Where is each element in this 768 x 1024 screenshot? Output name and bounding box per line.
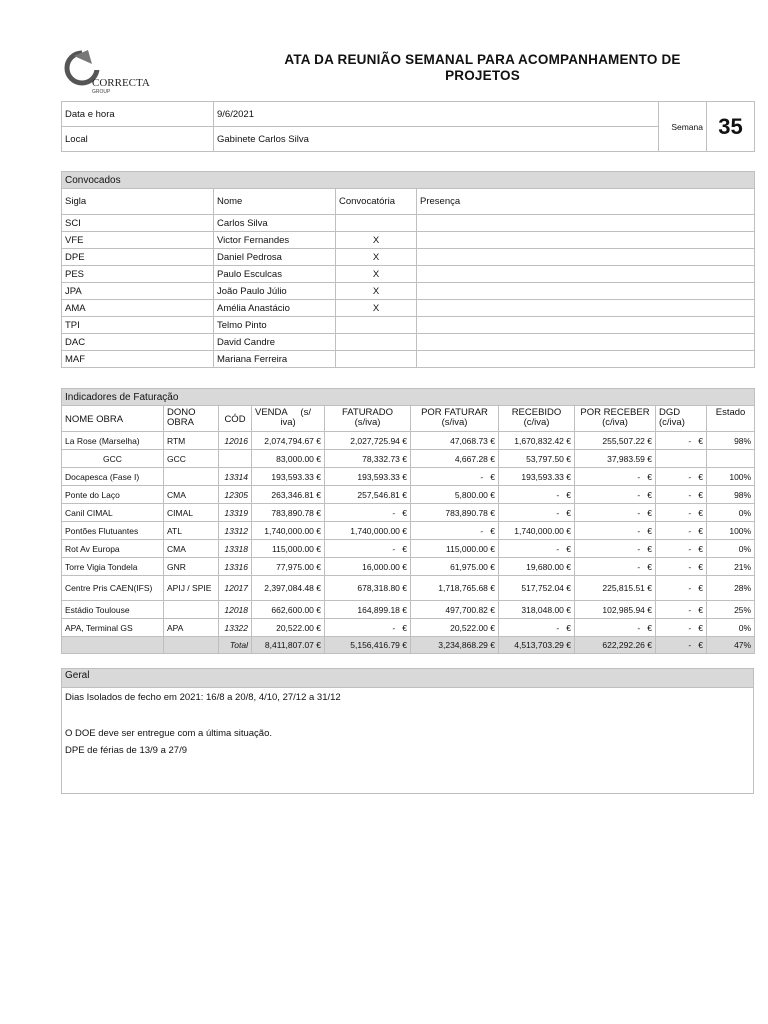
obra-faturado: - € [325,504,411,522]
convocado-nome: Paulo Esculcas [214,266,336,283]
obra-venda: 2,397,084.48 € [252,576,325,601]
recebido-line-2: (c/iva) [523,417,550,428]
obra-row [62,504,755,522]
obra-row [62,450,755,468]
obra-cod [219,450,252,468]
convocado-sigla: TPI [62,317,214,334]
meeting-info-table [61,101,755,152]
col-header-nome: Nome [214,189,336,215]
obra-dgd: - € [656,504,707,522]
col-header-sigla: Sigla [62,189,214,215]
obra-recebido: 53,797.50 € [499,450,575,468]
convocado-sigla: DPE [62,249,214,266]
col-header-por-faturar [411,406,499,432]
obra-por-faturar: 47,068.73 € [411,432,499,450]
dono-line-1: DONO [167,407,196,418]
geral-section [61,668,754,794]
col-header-estado: Estado [707,406,755,432]
obra-dgd: - € [656,540,707,558]
obra-nome: Docapesca (Fase I) [62,468,164,486]
convocado-nome: João Paulo Júlio [214,283,336,300]
obra-row [62,576,755,601]
obra-venda: 1,740,000.00 € [252,522,325,540]
obra-nome: APA, Terminal GS [62,619,164,637]
col-header-recebido [499,406,575,432]
obra-row [62,558,755,576]
convocado-row [62,334,755,351]
obra-venda: 77,975.00 € [252,558,325,576]
obra-row [62,619,755,637]
convocado-presenca [417,351,755,368]
obra-nome: La Rose (Marselha) [62,432,164,450]
obra-estado: 0% [707,504,755,522]
obra-por-faturar: 497,700.82 € [411,601,499,619]
obra-por-faturar: 20,522.00 € [411,619,499,637]
total-dgd: - € [656,637,707,654]
obra-por-faturar: 783,890.78 € [411,504,499,522]
col-header-cod: CÓD [219,406,252,432]
title-line-2: PROJETOS [445,68,520,83]
obra-por-receber: - € [575,486,656,504]
convocado-row [62,266,755,283]
total-faturado: 5,156,416.79 € [325,637,411,654]
obra-por-receber: - € [575,468,656,486]
col-header-faturado [325,406,411,432]
obra-por-receber: - € [575,540,656,558]
obra-dgd [656,450,707,468]
obra-nome: Canil CIMAL [62,504,164,522]
obra-por-receber: - € [575,558,656,576]
obra-estado: 98% [707,486,755,504]
obra-row [62,486,755,504]
date-value: 9/6/2021 [214,102,659,127]
obra-por-faturar: 1,718,765.68 € [411,576,499,601]
venda-line-2: iva) [280,417,296,428]
total-row [62,637,755,654]
convocado-nome: Daniel Pedrosa [214,249,336,266]
obra-faturado: 257,546.81 € [325,486,411,504]
convocado-convocatoria: X [336,283,417,300]
obra-dgd: - € [656,576,707,601]
obra-por-receber: - € [575,504,656,522]
col-header-dgd [656,406,707,432]
convocado-presenca [417,317,755,334]
col-header-venda [252,406,325,432]
porfaturar-line-2: (s/iva) [441,417,468,428]
obra-venda: 20,522.00 € [252,619,325,637]
obra-venda: 115,000.00 € [252,540,325,558]
faturado-line-2: (s/iva) [354,417,381,428]
logo-text: CORRECTA [92,77,150,89]
obra-por-faturar: 61,975.00 € [411,558,499,576]
geral-line-1: Dias Isolados de fecho em 2021: 16/8 a 20/8, 4/10, 27/12 a 31/12 [65,692,341,703]
obra-dgd: - € [656,522,707,540]
dono-line-2: OBRA [167,417,194,428]
obra-cod: 13312 [219,522,252,540]
obra-estado: 100% [707,468,755,486]
total-por-faturar: 3,234,868.29 € [411,637,499,654]
convocado-presenca [417,215,755,232]
obra-cod: 13318 [219,540,252,558]
obra-recebido: 19,680.00 € [499,558,575,576]
obra-cod: 13314 [219,468,252,486]
obra-cod: 12305 [219,486,252,504]
convocado-presenca [417,249,755,266]
obra-por-receber: 37,983.59 € [575,450,656,468]
col-header-nome-obra: NOME OBRA [62,406,164,432]
porreceber-line-1: POR RECEBER [580,407,650,418]
obra-por-receber: 225,815.51 € [575,576,656,601]
convocado-nome: Victor Fernandes [214,232,336,249]
convocado-sigla: PES [62,266,214,283]
total-empty-1 [62,637,164,654]
col-header-por-receber [575,406,656,432]
obra-nome: Rot Av Europa [62,540,164,558]
obra-row [62,522,755,540]
total-empty-2 [164,637,219,654]
convocado-nome: Amélia Anastácio [214,300,336,317]
convocado-convocatoria: X [336,232,417,249]
obra-venda: 783,890.78 € [252,504,325,522]
venda-line-1: VENDA (s/ [255,407,311,418]
obra-estado [707,450,755,468]
convocado-sigla: JPA [62,283,214,300]
obra-cod: 13319 [219,504,252,522]
place-label: Local [62,127,214,152]
obra-por-receber: - € [575,522,656,540]
geral-line-2: O DOE deve ser entregue com a última situação. [65,728,272,739]
col-header-dono-obra [164,406,219,432]
convocado-nome: Carlos Silva [214,215,336,232]
logo-subtext: GROUP [92,89,111,95]
convocado-row [62,249,755,266]
convocado-nome: Mariana Ferreira [214,351,336,368]
obra-nome: Estádio Toulouse [62,601,164,619]
obra-venda: 263,346.81 € [252,486,325,504]
convocado-row [62,232,755,249]
obra-recebido: 517,752.04 € [499,576,575,601]
total-label: Total [219,637,252,654]
company-logo [62,46,162,98]
dgd-line-2: (c/iva) [659,417,685,428]
obra-nome: GCC [62,450,164,468]
obra-estado: 100% [707,522,755,540]
convocado-presenca [417,334,755,351]
obra-estado: 25% [707,601,755,619]
convocado-row [62,215,755,232]
obra-faturado: - € [325,619,411,637]
total-estado: 47% [707,637,755,654]
convocado-convocatoria [336,334,417,351]
convocado-sigla: MAF [62,351,214,368]
obra-dgd: - € [656,601,707,619]
faturacao-table [61,388,755,654]
obra-venda: 662,600.00 € [252,601,325,619]
obra-dono: CIMAL [164,504,219,522]
obra-dgd: - € [656,558,707,576]
obra-dono: GCC [164,450,219,468]
convocado-row [62,300,755,317]
obra-recebido: 193,593.33 € [499,468,575,486]
convocados-title: Convocados [62,172,755,189]
obra-por-faturar: 4,667.28 € [411,450,499,468]
obra-dgd: - € [656,468,707,486]
obra-venda: 2,074,794.67 € [252,432,325,450]
place-value: Gabinete Carlos Silva [214,127,659,152]
obra-nome: Centre Pris CAEN(IFS) [62,576,164,601]
convocado-row [62,283,755,300]
convocado-nome: David Candre [214,334,336,351]
obra-row [62,601,755,619]
dgd-line-1: DGD [659,407,681,418]
obra-dono: CMA [164,486,219,504]
convocado-sigla: VFE [62,232,214,249]
obra-por-faturar: - € [411,522,499,540]
convocado-convocatoria [336,215,417,232]
obra-recebido: 1,740,000.00 € [499,522,575,540]
convocado-convocatoria: X [336,249,417,266]
obra-dgd: - € [656,486,707,504]
obra-cod: 12018 [219,601,252,619]
obra-dono: APA [164,619,219,637]
obra-cod: 12017 [219,576,252,601]
convocado-nome: Telmo Pinto [214,317,336,334]
obra-dono: ATL [164,522,219,540]
convocado-presenca [417,266,755,283]
obra-recebido: - € [499,540,575,558]
week-label: Semana [659,102,707,152]
geral-line-3: DPE de férias de 13/9 a 27/9 [65,745,187,756]
geral-title: Geral [62,669,753,688]
obra-recebido: 318,048.00 € [499,601,575,619]
obra-dono [164,601,219,619]
obra-estado: 98% [707,432,755,450]
col-header-convocatoria: Convocatória [336,189,417,215]
obra-estado: 0% [707,619,755,637]
convocado-convocatoria: X [336,300,417,317]
obra-faturado: 164,899.18 € [325,601,411,619]
obra-venda: 193,593.33 € [252,468,325,486]
obra-row [62,468,755,486]
obra-estado: 0% [707,540,755,558]
obra-dono: APIJ / SPIE [164,576,219,601]
faturado-line-1: FATURADO [341,407,394,418]
obra-nome: Torre Vigia Tondela [62,558,164,576]
total-venda: 8,411,807.07 € [252,637,325,654]
obra-faturado: 193,593.33 € [325,468,411,486]
convocado-row [62,351,755,368]
recebido-line-1: RECEBIDO [511,407,562,418]
convocado-sigla: DAC [62,334,214,351]
porreceber-line-2: (c/iva) [602,417,628,428]
obra-faturado: 678,318.80 € [325,576,411,601]
convocado-convocatoria: X [336,266,417,283]
convocado-row [62,317,755,334]
faturacao-title: Indicadores de Faturação [62,389,755,406]
obra-row [62,432,755,450]
obra-por-faturar: 115,000.00 € [411,540,499,558]
convocado-convocatoria [336,351,417,368]
obra-recebido: 1,670,832.42 € [499,432,575,450]
obra-venda: 83,000.00 € [252,450,325,468]
date-label: Data e hora [62,102,214,127]
obra-dono: CMA [164,540,219,558]
document-title [250,52,715,84]
obra-recebido: - € [499,486,575,504]
obra-dono [164,468,219,486]
obra-estado: 21% [707,558,755,576]
convocado-sigla: AMA [62,300,214,317]
title-line-1: ATA DA REUNIÃO SEMANAL PARA ACOMPANHAMENTO DE [284,52,681,67]
col-header-presenca: Presença [417,189,755,215]
obra-row [62,540,755,558]
obra-por-faturar: - € [411,468,499,486]
obra-cod: 13316 [219,558,252,576]
porfaturar-line-1: POR FATURAR [421,407,488,418]
obra-faturado: 2,027,725.94 € [325,432,411,450]
obra-por-faturar: 5,800.00 € [411,486,499,504]
obra-dono: GNR [164,558,219,576]
obra-faturado: 1,740,000.00 € [325,522,411,540]
obra-nome: Ponte do Laço [62,486,164,504]
convocado-convocatoria [336,317,417,334]
total-recebido: 4,513,703.29 € [499,637,575,654]
convocado-presenca [417,283,755,300]
total-por-receber: 622,292.26 € [575,637,656,654]
week-number: 35 [707,102,755,152]
obra-dgd: - € [656,432,707,450]
obra-cod: 12016 [219,432,252,450]
obra-por-receber: 102,985.94 € [575,601,656,619]
convocado-presenca [417,232,755,249]
obra-estado: 28% [707,576,755,601]
obra-dono: RTM [164,432,219,450]
obra-por-receber: 255,507.22 € [575,432,656,450]
obra-dgd: - € [656,619,707,637]
convocado-presenca [417,300,755,317]
obra-nome: Pontões Flutuantes [62,522,164,540]
obra-faturado: - € [325,540,411,558]
obra-recebido: - € [499,504,575,522]
obra-faturado: 78,332.73 € [325,450,411,468]
obra-recebido: - € [499,619,575,637]
obra-cod: 13322 [219,619,252,637]
convocados-table [61,171,755,368]
convocado-sigla: SCI [62,215,214,232]
obra-faturado: 16,000.00 € [325,558,411,576]
obra-por-receber: - € [575,619,656,637]
